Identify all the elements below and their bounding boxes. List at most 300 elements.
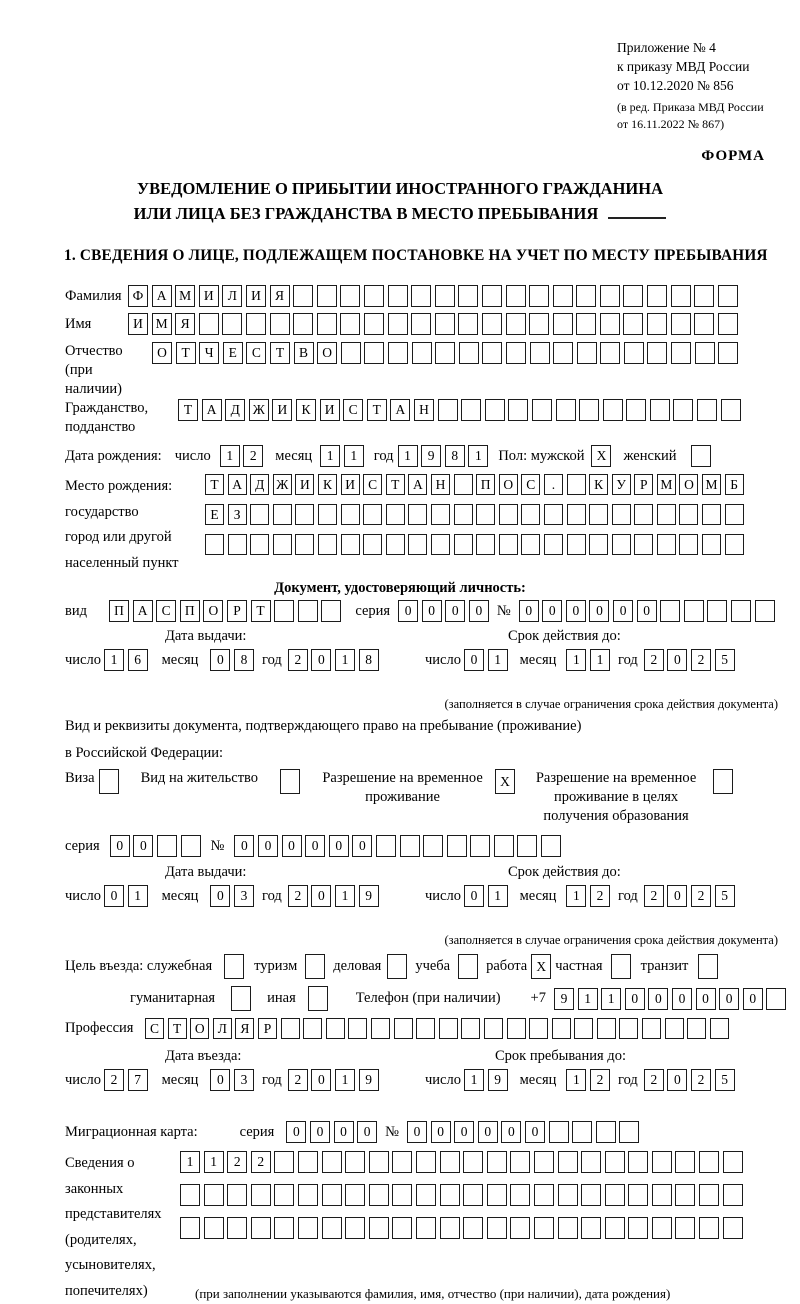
purpose-study-checkbox[interactable] xyxy=(458,954,478,979)
mig-number-cell[interactable]: 0 xyxy=(525,1121,545,1143)
patronymic-char-cell[interactable]: Т xyxy=(270,342,290,364)
doc-issue-year-cell[interactable]: 1 xyxy=(335,649,355,671)
birth-day-cell[interactable]: 2 xyxy=(243,445,263,467)
profession-char-cell[interactable] xyxy=(574,1018,593,1039)
representative-char-cell[interactable] xyxy=(463,1151,483,1173)
birth-year-cell[interactable]: 1 xyxy=(468,445,488,467)
permit-number-cell[interactable] xyxy=(423,835,443,857)
citizenship-char-cell[interactable] xyxy=(603,399,623,421)
birthplace-char-cell[interactable]: И xyxy=(341,474,360,495)
birthplace-char-cell[interactable] xyxy=(725,504,744,525)
birthplace-char-cell[interactable]: А xyxy=(408,474,427,495)
birthplace-char-cell[interactable] xyxy=(657,534,676,555)
profession-char-cell[interactable] xyxy=(507,1018,526,1039)
profession-char-cell[interactable] xyxy=(687,1018,706,1039)
representative-char-cell[interactable] xyxy=(487,1217,507,1239)
citizenship-char-cell[interactable] xyxy=(485,399,505,421)
birthplace-char-cell[interactable] xyxy=(454,504,473,525)
representative-char-cell[interactable] xyxy=(581,1184,601,1206)
patronymic-char-cell[interactable] xyxy=(695,342,715,364)
representative-char-cell[interactable] xyxy=(510,1184,530,1206)
representative-char-cell[interactable] xyxy=(369,1217,389,1239)
patronymic-char-cell[interactable] xyxy=(482,342,502,364)
representative-char-cell[interactable] xyxy=(558,1184,578,1206)
doc-number-cell[interactable]: 0 xyxy=(637,600,657,622)
birthplace-char-cell[interactable]: А xyxy=(228,474,247,495)
representative-char-cell[interactable] xyxy=(440,1151,460,1173)
representative-char-cell[interactable] xyxy=(675,1184,695,1206)
birthplace-char-cell[interactable] xyxy=(679,504,698,525)
profession-char-cell[interactable] xyxy=(484,1018,503,1039)
surname-char-cell[interactable] xyxy=(647,285,667,307)
citizenship-char-cell[interactable]: Т xyxy=(367,399,387,421)
birthplace-char-cell[interactable]: Б xyxy=(725,474,744,495)
stay-year-cell[interactable]: 2 xyxy=(644,1069,664,1091)
profession-char-cell[interactable] xyxy=(552,1018,571,1039)
birthplace-char-cell[interactable] xyxy=(273,534,292,555)
surname-char-cell[interactable] xyxy=(553,285,573,307)
citizenship-char-cell[interactable]: Н xyxy=(414,399,434,421)
stay-year-cell[interactable]: 5 xyxy=(715,1069,735,1091)
mig-number-cell[interactable] xyxy=(596,1121,616,1143)
representative-char-cell[interactable] xyxy=(227,1217,247,1239)
birthplace-char-cell[interactable] xyxy=(273,504,292,525)
doc-valid-year-cell[interactable]: 5 xyxy=(715,649,735,671)
birthplace-char-cell[interactable]: И xyxy=(295,474,314,495)
birth-year-cell[interactable]: 9 xyxy=(421,445,441,467)
entry-month-cell[interactable]: 0 xyxy=(210,1069,230,1091)
name-char-cell[interactable] xyxy=(694,313,714,335)
permit-valid-day-cell[interactable]: 0 xyxy=(464,885,484,907)
name-char-cell[interactable] xyxy=(317,313,337,335)
permit-valid-year-cell[interactable]: 0 xyxy=(667,885,687,907)
profession-char-cell[interactable]: Т xyxy=(168,1018,187,1039)
permit-series-cell[interactable]: 0 xyxy=(133,835,153,857)
representative-char-cell[interactable]: 1 xyxy=(204,1151,224,1173)
birthplace-char-cell[interactable] xyxy=(521,534,540,555)
representative-char-cell[interactable]: 2 xyxy=(227,1151,247,1173)
citizenship-char-cell[interactable] xyxy=(673,399,693,421)
representative-char-cell[interactable] xyxy=(369,1151,389,1173)
surname-char-cell[interactable]: Л xyxy=(222,285,242,307)
birthplace-char-cell[interactable] xyxy=(318,504,337,525)
patronymic-char-cell[interactable] xyxy=(341,342,361,364)
citizenship-char-cell[interactable] xyxy=(532,399,552,421)
profession-char-cell[interactable] xyxy=(461,1018,480,1039)
patronymic-char-cell[interactable] xyxy=(577,342,597,364)
representative-char-cell[interactable] xyxy=(581,1151,601,1173)
representative-char-cell[interactable] xyxy=(534,1217,554,1239)
representative-char-cell[interactable] xyxy=(440,1184,460,1206)
birthplace-char-cell[interactable] xyxy=(431,534,450,555)
birthplace-char-cell[interactable] xyxy=(295,504,314,525)
phone-digit-cell[interactable]: 1 xyxy=(601,988,621,1010)
patronymic-char-cell[interactable]: О xyxy=(152,342,172,364)
permit-number-cell[interactable]: 0 xyxy=(329,835,349,857)
name-char-cell[interactable] xyxy=(435,313,455,335)
representative-char-cell[interactable] xyxy=(510,1217,530,1239)
doc-kind-char-cell[interactable]: А xyxy=(133,600,153,622)
profession-char-cell[interactable] xyxy=(348,1018,367,1039)
birthplace-char-cell[interactable] xyxy=(589,534,608,555)
citizenship-char-cell[interactable] xyxy=(579,399,599,421)
doc-series-cell[interactable]: 0 xyxy=(398,600,418,622)
doc-issue-year-cell[interactable]: 2 xyxy=(288,649,308,671)
entry-month-cell[interactable]: 3 xyxy=(234,1069,254,1091)
doc-issue-year-cell[interactable]: 8 xyxy=(359,649,379,671)
representative-char-cell[interactable] xyxy=(558,1151,578,1173)
entry-year-cell[interactable]: 1 xyxy=(335,1069,355,1091)
entry-day-cell[interactable]: 2 xyxy=(104,1069,124,1091)
birthplace-char-cell[interactable] xyxy=(634,534,653,555)
surname-char-cell[interactable] xyxy=(600,285,620,307)
birth-month-cell[interactable]: 1 xyxy=(344,445,364,467)
birthplace-char-cell[interactable] xyxy=(612,534,631,555)
representative-char-cell[interactable] xyxy=(251,1217,271,1239)
phone-digit-cell[interactable]: 0 xyxy=(719,988,739,1010)
citizenship-char-cell[interactable] xyxy=(650,399,670,421)
surname-char-cell[interactable] xyxy=(718,285,738,307)
birthplace-char-cell[interactable] xyxy=(702,534,721,555)
representative-char-cell[interactable] xyxy=(581,1217,601,1239)
birthplace-char-cell[interactable]: Т xyxy=(205,474,224,495)
citizenship-char-cell[interactable] xyxy=(438,399,458,421)
representative-char-cell[interactable] xyxy=(487,1151,507,1173)
birthplace-char-cell[interactable] xyxy=(567,504,586,525)
patronymic-char-cell[interactable] xyxy=(553,342,573,364)
mig-number-cell[interactable]: 0 xyxy=(407,1121,427,1143)
permit-number-cell[interactable]: 0 xyxy=(258,835,278,857)
mig-number-cell[interactable]: 0 xyxy=(478,1121,498,1143)
surname-char-cell[interactable] xyxy=(293,285,313,307)
representative-char-cell[interactable] xyxy=(416,1151,436,1173)
profession-char-cell[interactable]: Я xyxy=(235,1018,254,1039)
name-char-cell[interactable] xyxy=(293,313,313,335)
representative-char-cell[interactable] xyxy=(322,1217,342,1239)
representative-char-cell[interactable] xyxy=(628,1151,648,1173)
representative-char-cell[interactable] xyxy=(180,1217,200,1239)
birth-year-cell[interactable]: 8 xyxy=(445,445,465,467)
birthplace-char-cell[interactable] xyxy=(295,534,314,555)
phone-digit-cell[interactable]: 0 xyxy=(648,988,668,1010)
birthplace-char-cell[interactable] xyxy=(431,504,450,525)
doc-kind-char-cell[interactable]: Т xyxy=(251,600,271,622)
surname-char-cell[interactable]: М xyxy=(175,285,195,307)
name-char-cell[interactable] xyxy=(411,313,431,335)
profession-char-cell[interactable]: С xyxy=(145,1018,164,1039)
permit-valid-month-cell[interactable]: 2 xyxy=(590,885,610,907)
patronymic-char-cell[interactable] xyxy=(435,342,455,364)
permit-series-cell[interactable] xyxy=(181,835,201,857)
stay-year-cell[interactable]: 2 xyxy=(691,1069,711,1091)
profession-char-cell[interactable] xyxy=(710,1018,729,1039)
surname-char-cell[interactable] xyxy=(411,285,431,307)
permit-issue-month-cell[interactable]: 0 xyxy=(210,885,230,907)
surname-char-cell[interactable] xyxy=(388,285,408,307)
representative-char-cell[interactable] xyxy=(274,1151,294,1173)
citizenship-char-cell[interactable] xyxy=(721,399,741,421)
representative-char-cell[interactable] xyxy=(392,1184,412,1206)
representative-char-cell[interactable] xyxy=(675,1151,695,1173)
phone-digit-cell[interactable]: 0 xyxy=(696,988,716,1010)
name-char-cell[interactable] xyxy=(718,313,738,335)
doc-series-cell[interactable]: 0 xyxy=(422,600,442,622)
representative-char-cell[interactable] xyxy=(463,1184,483,1206)
birthplace-char-cell[interactable]: У xyxy=(612,474,631,495)
representative-char-cell[interactable] xyxy=(251,1184,271,1206)
doc-number-cell[interactable]: 0 xyxy=(542,600,562,622)
permit-issue-day-cell[interactable]: 0 xyxy=(104,885,124,907)
name-char-cell[interactable] xyxy=(458,313,478,335)
profession-char-cell[interactable] xyxy=(326,1018,345,1039)
profession-char-cell[interactable] xyxy=(416,1018,435,1039)
doc-valid-year-cell[interactable]: 2 xyxy=(644,649,664,671)
doc-series-cell[interactable]: 0 xyxy=(469,600,489,622)
permit-number-cell[interactable] xyxy=(494,835,514,857)
profession-char-cell[interactable] xyxy=(394,1018,413,1039)
stay-day-cell[interactable]: 9 xyxy=(488,1069,508,1091)
birthplace-char-cell[interactable]: О xyxy=(499,474,518,495)
doc-valid-year-cell[interactable]: 0 xyxy=(667,649,687,671)
birthplace-char-cell[interactable] xyxy=(386,534,405,555)
doc-issue-day-cell[interactable]: 6 xyxy=(128,649,148,671)
representative-char-cell[interactable] xyxy=(416,1217,436,1239)
citizenship-char-cell[interactable] xyxy=(556,399,576,421)
profession-char-cell[interactable] xyxy=(303,1018,322,1039)
name-char-cell[interactable] xyxy=(222,313,242,335)
permit-number-cell[interactable] xyxy=(541,835,561,857)
profession-char-cell[interactable] xyxy=(281,1018,300,1039)
representative-char-cell[interactable] xyxy=(652,1151,672,1173)
birthplace-char-cell[interactable]: Р xyxy=(634,474,653,495)
birthplace-char-cell[interactable] xyxy=(476,534,495,555)
name-char-cell[interactable] xyxy=(506,313,526,335)
birthplace-char-cell[interactable]: Е xyxy=(205,504,224,525)
representative-char-cell[interactable] xyxy=(487,1184,507,1206)
representative-char-cell[interactable] xyxy=(699,1217,719,1239)
doc-number-cell[interactable] xyxy=(684,600,704,622)
mig-number-cell[interactable]: 0 xyxy=(501,1121,521,1143)
citizenship-char-cell[interactable]: И xyxy=(272,399,292,421)
birthplace-char-cell[interactable]: М xyxy=(657,474,676,495)
patronymic-char-cell[interactable] xyxy=(671,342,691,364)
doc-series-cell[interactable]: 0 xyxy=(445,600,465,622)
permit-series-cell[interactable]: 0 xyxy=(110,835,130,857)
birthplace-char-cell[interactable]: М xyxy=(702,474,721,495)
birthplace-char-cell[interactable] xyxy=(228,534,247,555)
birth-year-cell[interactable]: 1 xyxy=(398,445,418,467)
permit-issue-year-cell[interactable]: 0 xyxy=(311,885,331,907)
patronymic-char-cell[interactable] xyxy=(530,342,550,364)
permit-issue-year-cell[interactable]: 2 xyxy=(288,885,308,907)
representative-char-cell[interactable] xyxy=(675,1217,695,1239)
mig-series-cell[interactable]: 0 xyxy=(357,1121,377,1143)
purpose-humanitarian-checkbox[interactable] xyxy=(231,986,251,1011)
birthplace-char-cell[interactable] xyxy=(250,504,269,525)
birthplace-char-cell[interactable]: Н xyxy=(431,474,450,495)
doc-kind-char-cell[interactable] xyxy=(298,600,318,622)
name-char-cell[interactable] xyxy=(529,313,549,335)
profession-char-cell[interactable] xyxy=(665,1018,684,1039)
representative-char-cell[interactable] xyxy=(345,1151,365,1173)
citizenship-char-cell[interactable]: С xyxy=(343,399,363,421)
mig-number-cell[interactable] xyxy=(549,1121,569,1143)
profession-char-cell[interactable] xyxy=(529,1018,548,1039)
surname-char-cell[interactable] xyxy=(694,285,714,307)
representative-char-cell[interactable] xyxy=(558,1217,578,1239)
representative-char-cell[interactable] xyxy=(628,1184,648,1206)
surname-char-cell[interactable] xyxy=(317,285,337,307)
doc-kind-char-cell[interactable] xyxy=(274,600,294,622)
profession-char-cell[interactable]: Р xyxy=(258,1018,277,1039)
patronymic-char-cell[interactable] xyxy=(412,342,432,364)
profession-char-cell[interactable]: Л xyxy=(213,1018,232,1039)
sex-male-checkbox[interactable]: X xyxy=(591,445,611,467)
stay-day-cell[interactable]: 1 xyxy=(464,1069,484,1091)
representative-char-cell[interactable] xyxy=(534,1184,554,1206)
birthplace-char-cell[interactable]: К xyxy=(589,474,608,495)
representative-char-cell[interactable] xyxy=(510,1151,530,1173)
doc-number-cell[interactable] xyxy=(660,600,680,622)
profession-char-cell[interactable]: О xyxy=(190,1018,209,1039)
patronymic-char-cell[interactable] xyxy=(718,342,738,364)
representative-char-cell[interactable] xyxy=(274,1217,294,1239)
name-char-cell[interactable] xyxy=(671,313,691,335)
mig-number-cell[interactable]: 0 xyxy=(454,1121,474,1143)
representative-char-cell[interactable] xyxy=(227,1184,247,1206)
representative-char-cell[interactable] xyxy=(392,1217,412,1239)
birthplace-char-cell[interactable] xyxy=(250,534,269,555)
doc-number-cell[interactable]: 0 xyxy=(519,600,539,622)
doc-number-cell[interactable] xyxy=(755,600,775,622)
doc-number-cell[interactable] xyxy=(731,600,751,622)
visa-checkbox[interactable] xyxy=(99,769,119,794)
birthplace-char-cell[interactable] xyxy=(318,534,337,555)
representative-char-cell[interactable] xyxy=(298,1151,318,1173)
birthplace-char-cell[interactable] xyxy=(679,534,698,555)
birthplace-char-cell[interactable]: Т xyxy=(386,474,405,495)
birthplace-char-cell[interactable]: К xyxy=(318,474,337,495)
birthplace-char-cell[interactable] xyxy=(408,504,427,525)
permit-issue-year-cell[interactable]: 9 xyxy=(359,885,379,907)
name-char-cell[interactable] xyxy=(576,313,596,335)
doc-valid-year-cell[interactable]: 2 xyxy=(691,649,711,671)
residence-permit-checkbox[interactable] xyxy=(280,769,300,794)
surname-char-cell[interactable] xyxy=(671,285,691,307)
representative-char-cell[interactable] xyxy=(204,1184,224,1206)
permit-issue-year-cell[interactable]: 1 xyxy=(335,885,355,907)
birthplace-char-cell[interactable] xyxy=(544,534,563,555)
purpose-private-checkbox[interactable] xyxy=(611,954,631,979)
name-char-cell[interactable]: И xyxy=(128,313,148,335)
stay-year-cell[interactable]: 0 xyxy=(667,1069,687,1091)
birthplace-char-cell[interactable] xyxy=(341,534,360,555)
stay-month-cell[interactable]: 1 xyxy=(566,1069,586,1091)
doc-kind-char-cell[interactable]: П xyxy=(180,600,200,622)
representative-char-cell[interactable] xyxy=(605,1151,625,1173)
name-char-cell[interactable]: М xyxy=(152,313,172,335)
birthplace-char-cell[interactable] xyxy=(725,534,744,555)
purpose-business-checkbox[interactable] xyxy=(387,954,407,979)
surname-char-cell[interactable]: Я xyxy=(270,285,290,307)
edu-permit-checkbox[interactable] xyxy=(713,769,733,794)
doc-kind-char-cell[interactable] xyxy=(321,600,341,622)
permit-issue-month-cell[interactable]: 3 xyxy=(234,885,254,907)
birthplace-char-cell[interactable] xyxy=(363,534,382,555)
birth-month-cell[interactable]: 1 xyxy=(320,445,340,467)
surname-char-cell[interactable]: Ф xyxy=(128,285,148,307)
surname-char-cell[interactable] xyxy=(506,285,526,307)
representative-char-cell[interactable] xyxy=(699,1184,719,1206)
surname-char-cell[interactable]: А xyxy=(152,285,172,307)
mig-number-cell[interactable] xyxy=(572,1121,592,1143)
name-char-cell[interactable] xyxy=(600,313,620,335)
purpose-transit-checkbox[interactable] xyxy=(698,954,718,979)
purpose-tourism-checkbox[interactable] xyxy=(305,954,325,979)
doc-number-cell[interactable] xyxy=(707,600,727,622)
representative-char-cell[interactable] xyxy=(369,1184,389,1206)
surname-char-cell[interactable] xyxy=(340,285,360,307)
birthplace-char-cell[interactable]: . xyxy=(544,474,563,495)
birthplace-char-cell[interactable]: З xyxy=(228,504,247,525)
birthplace-char-cell[interactable] xyxy=(702,504,721,525)
patronymic-char-cell[interactable] xyxy=(647,342,667,364)
citizenship-char-cell[interactable] xyxy=(697,399,717,421)
permit-number-cell[interactable]: 0 xyxy=(305,835,325,857)
doc-issue-day-cell[interactable]: 1 xyxy=(104,649,124,671)
birthplace-char-cell[interactable]: Д xyxy=(250,474,269,495)
citizenship-char-cell[interactable] xyxy=(508,399,528,421)
doc-valid-month-cell[interactable]: 1 xyxy=(566,649,586,671)
profession-char-cell[interactable] xyxy=(642,1018,661,1039)
doc-valid-day-cell[interactable]: 0 xyxy=(464,649,484,671)
representative-char-cell[interactable] xyxy=(605,1217,625,1239)
surname-char-cell[interactable] xyxy=(623,285,643,307)
name-char-cell[interactable] xyxy=(340,313,360,335)
birthplace-char-cell[interactable] xyxy=(363,504,382,525)
entry-day-cell[interactable]: 7 xyxy=(128,1069,148,1091)
birthplace-char-cell[interactable]: О xyxy=(679,474,698,495)
representative-char-cell[interactable] xyxy=(345,1184,365,1206)
patronymic-char-cell[interactable] xyxy=(600,342,620,364)
permit-series-cell[interactable] xyxy=(157,835,177,857)
representative-char-cell[interactable] xyxy=(298,1184,318,1206)
name-char-cell[interactable] xyxy=(270,313,290,335)
patronymic-char-cell[interactable]: Ч xyxy=(199,342,219,364)
stay-month-cell[interactable]: 2 xyxy=(590,1069,610,1091)
representative-char-cell[interactable] xyxy=(723,1184,743,1206)
doc-kind-char-cell[interactable]: О xyxy=(203,600,223,622)
phone-digit-cell[interactable] xyxy=(766,988,786,1010)
birthplace-char-cell[interactable] xyxy=(521,504,540,525)
permit-valid-month-cell[interactable]: 1 xyxy=(566,885,586,907)
representative-char-cell[interactable] xyxy=(298,1217,318,1239)
permit-number-cell[interactable] xyxy=(447,835,467,857)
representative-char-cell[interactable] xyxy=(180,1184,200,1206)
phone-digit-cell[interactable]: 0 xyxy=(672,988,692,1010)
mig-series-cell[interactable]: 0 xyxy=(286,1121,306,1143)
mig-number-cell[interactable]: 0 xyxy=(431,1121,451,1143)
name-char-cell[interactable]: Я xyxy=(175,313,195,335)
permit-number-cell[interactable]: 0 xyxy=(234,835,254,857)
purpose-work-checkbox[interactable]: X xyxy=(531,954,551,979)
representative-char-cell[interactable] xyxy=(723,1151,743,1173)
citizenship-char-cell[interactable]: К xyxy=(296,399,316,421)
name-char-cell[interactable] xyxy=(553,313,573,335)
representative-char-cell[interactable] xyxy=(723,1217,743,1239)
sex-female-checkbox[interactable] xyxy=(691,445,711,467)
representative-char-cell[interactable] xyxy=(322,1184,342,1206)
